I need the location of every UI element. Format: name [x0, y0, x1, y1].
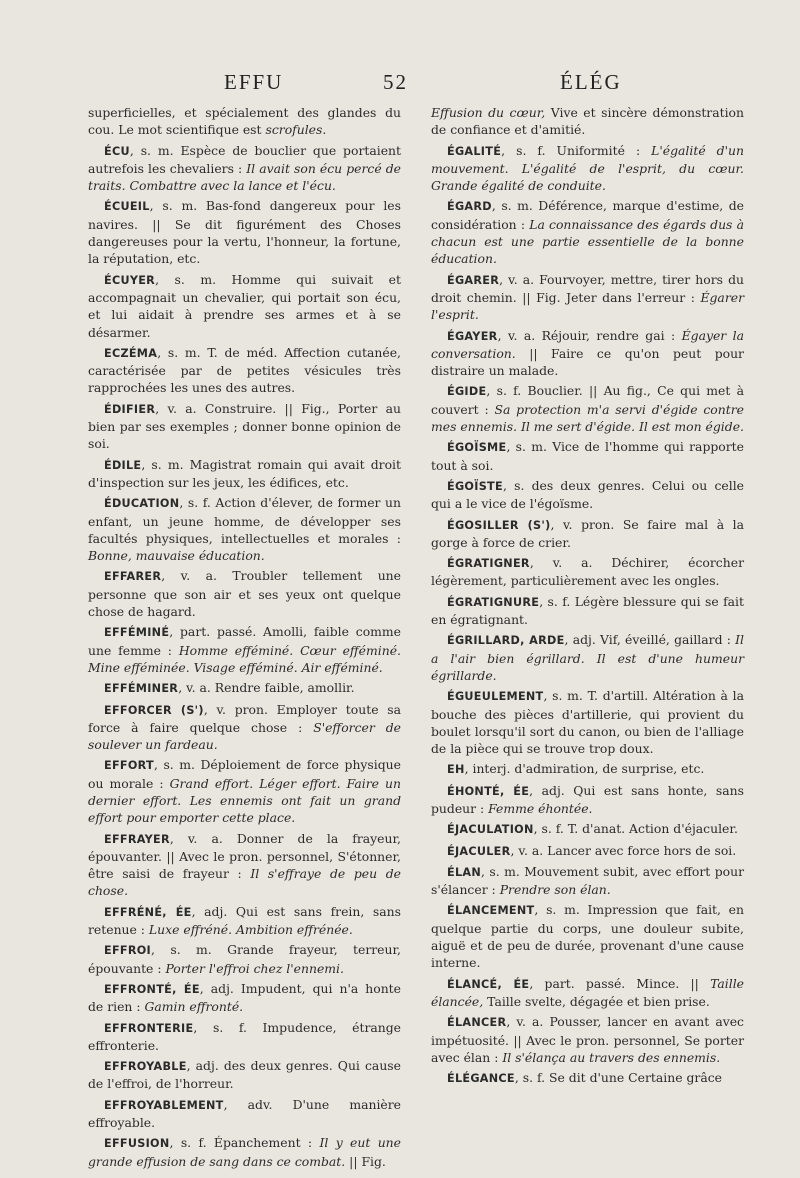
- entry-definition: , s. m. Déploiement de force physique ou morale :: [88, 757, 401, 791]
- entry-definition: , v. a. Construire. || Fig., Porter au bien par ses exemples ; donner bonne opinion de soi.: [88, 400, 401, 452]
- entry-example: Effusion du cœur,: [431, 105, 546, 120]
- entry-definition: , part. passé. Mince. ||: [529, 975, 711, 991]
- entry-headword: EFFÉMINER: [104, 682, 179, 696]
- entry-definition-continued: Taille svelte, dégagée et bien prise.: [483, 993, 710, 1009]
- dictionary-entry: [431, 271, 744, 324]
- dictionary-entry: [88, 941, 401, 977]
- entry-example: Taille élancée,: [431, 975, 744, 1009]
- entry-headword: ÉHONTÉ, ÉE: [447, 784, 530, 798]
- entry-definition-continued: || Fig.: [345, 1153, 386, 1169]
- header-left-guideword: EFFU: [224, 70, 284, 94]
- entry-headword: EFFRONTÉ, ÉE: [104, 982, 200, 996]
- entry-example: Il avait son écu percé de traits. Combattre avec la lance et l'écu.: [88, 160, 402, 194]
- entry-definition: , s. f. Uniformité :: [501, 142, 652, 158]
- dictionary-entry: [431, 197, 744, 267]
- dictionary-entry: [88, 1019, 401, 1055]
- entry-headword: EFFARER: [104, 570, 162, 584]
- dictionary-entry: [431, 516, 744, 552]
- entry-headword: ÉGOÏSME: [447, 441, 507, 455]
- dictionary-entry: [88, 679, 401, 697]
- entry-example: S'efforcer de soulever un fardeau.: [88, 719, 401, 753]
- entry-headword: ÉGOSILLER (S'): [447, 518, 551, 532]
- entry-example: Femme éhontée.: [488, 800, 593, 816]
- dictionary-entry: [88, 494, 401, 564]
- entry-headword: ÉCUEIL: [104, 200, 150, 214]
- entry-definition-continued: || Faire ce qu'on peut pour distraire un malade.: [431, 345, 744, 379]
- entry-definition: , adj. Impudent, qui n'a honte de rien :: [88, 980, 401, 1015]
- entry-example: Grand effort. Léger effort. Faire un dernier effort. Les ennemis ont fait un grand effort pour emporter cette place.: [88, 775, 401, 826]
- entry-definition: , s. m. Magistrat romain qui avait droit d'inspection sur les jeux, les édifices, etc.: [88, 456, 401, 490]
- entry-definition: , v. pron. Se faire mal à la gorge à force de crier.: [431, 516, 745, 550]
- entry-definition: , v. a. Déchirer, écorcher légèrement, particulièrement avec les ongles.: [431, 555, 744, 589]
- entry-definition: , s. m. Impression que fait, en quelque partie du corps, une douleur subite, aiguë et de peu de durée, provenant d'une cause interne.: [431, 902, 744, 971]
- entry-example: Bonne, mauvaise éducation.: [88, 548, 265, 564]
- dictionary-entry: [431, 631, 744, 684]
- entry-headword: ÉDILE: [104, 458, 142, 472]
- entry-headword: ÉLANCEMENT: [447, 904, 535, 918]
- dictionary-entry: [431, 901, 744, 971]
- entry-example: Égayer la conversation.: [431, 327, 744, 361]
- dictionary-entry: [431, 1069, 744, 1087]
- entry-definition: , s. m. Vice de l'homme qui rapporte tout à soi.: [431, 439, 744, 473]
- entry-definition: , s. m. Mouvement subit, avec effort pour s'élancer :: [431, 863, 744, 898]
- entry-example: Il s'élança au travers des ennemis.: [502, 1049, 721, 1065]
- entry-example: scrofules.: [265, 122, 327, 138]
- entry-definition: , s. f. T. d'anat. Action d'éjaculer.: [533, 821, 738, 837]
- entry-definition: , s. m. Bas-fond dangereux pour les navires. || Se dit figurément des Choses dangereuses pour la vertu, l'honneur, la fortune, la réputation, etc.: [88, 198, 401, 267]
- dictionary-entry: [431, 1013, 744, 1066]
- entry-example: Porter l'effroi chez l'ennemi.: [165, 960, 344, 976]
- entry-headword: EFFRAYER: [104, 832, 170, 846]
- entry-definition: , s. m. Espèce de bouclier que portaient autrefois les chevaliers :: [88, 142, 401, 176]
- entry-definition: , s. m. T. de méd. Affection cutanée, caractérisée par de petites vésicules très rapprochées les unes des autres.: [88, 344, 401, 396]
- entry-definition: , s. f. Bouclier. || Au fig., Ce qui met à couvert :: [431, 383, 744, 417]
- entry-definition: , s. f. Se dit d'une Certaine grâce: [514, 1070, 722, 1086]
- entry-headword: EFFORCER (S'): [104, 703, 204, 717]
- dictionary-entry: [431, 760, 744, 778]
- entry-definition: , s. m. Grande frayeur, terreur, épouvante :: [88, 942, 401, 976]
- entry-headword: EFFROYABLEMENT: [104, 1098, 224, 1112]
- entry-definition: , s. m. T. d'artill. Altération à la bouche des pièces d'artillerie, qui provient du boulet lorsqu'il sort du canon, ou bien de l'alliage de la pièce qui se trouve trop doux.: [431, 688, 744, 757]
- entry-definition: , adj. des deux genres. Qui cause de l'effroi, de l'horreur.: [88, 1058, 401, 1092]
- entry-headword: ÉGIDE: [447, 385, 487, 399]
- entry-definition: , s. f. Action d'élever, de former un enfant, un jeune homme, de développer ses facultés physiques, intellectuelles et morales :: [88, 495, 401, 546]
- page-number: 52: [383, 70, 408, 94]
- entry-headword: ÉGAYER: [447, 329, 498, 343]
- entry-headword: EH: [447, 763, 465, 777]
- dictionary-entry: [431, 593, 744, 629]
- entry-headword: ÉCU: [104, 144, 130, 158]
- dictionary-entry: [88, 1134, 401, 1170]
- dictionary-entry: [88, 142, 401, 195]
- entry-definition: , interj. d'admiration, de surprise, etc.: [464, 761, 705, 777]
- dictionary-entry: [431, 327, 744, 380]
- entry-headword: ÉCUYER: [104, 273, 156, 287]
- running-header: [0, 70, 800, 100]
- dictionary-entry: [431, 382, 744, 435]
- dictionary-entry: [431, 842, 744, 860]
- entry-definition: , adj. Vif, éveillé, gaillard :: [564, 632, 736, 648]
- entry-headword: ÉGOÏSTE: [447, 479, 503, 493]
- dictionary-entry: [431, 438, 744, 474]
- entry-example: Luxe effréné. Ambition effrénée.: [148, 922, 353, 938]
- entry-headword: ÉLANCER: [447, 1016, 507, 1030]
- entry-headword: ÉDIFIER: [104, 402, 156, 416]
- entry-definition: , s. m. Homme qui suivait et accompagnait un chevalier, qui portait son écu, et lui aidait à prendre ses armes et à se désarmer.: [88, 271, 401, 340]
- entry-definition: , v. a. Lancer avec force hors de soi.: [510, 842, 737, 858]
- entry-definition: , v. a. Rendre faible, amollir.: [178, 680, 355, 696]
- dictionary-entry: [431, 104, 744, 139]
- entry-definition: , s. f. Impudence, étrange effronterie.: [88, 1019, 401, 1053]
- entry-definition: , s. f. Légère blessure qui se fait en égratignant.: [431, 593, 744, 628]
- entry-definition: , s. des deux genres. Celui ou celle qui a le vice de l'égoïsme.: [431, 477, 744, 512]
- dictionary-entry: [431, 863, 744, 899]
- entry-example: L'égalité d'un mouvement. L'égalité de l'esprit, du cœur. Grande égalité de conduite.: [431, 142, 744, 194]
- entry-definition: , adj. Qui est sans frein, sans retenue :: [88, 903, 402, 938]
- entry-headword: ÉGRILLARD, ARDE: [447, 634, 565, 648]
- entry-headword: ÉDUCATION: [104, 497, 180, 511]
- entry-headword: EFFRONTERIE: [104, 1021, 194, 1035]
- entry-headword: ÉGRATIGNER: [447, 557, 530, 571]
- entry-headword: ÉGRATIGNURE: [447, 595, 540, 609]
- entry-definition-continued: Vive et sincère démonstration de confiance et d'amitié.: [431, 105, 744, 138]
- entry-example: Il s'effraye de peu de chose.: [88, 866, 401, 899]
- entry-headword: EFFROI: [104, 944, 152, 958]
- dictionary-entry: [431, 820, 744, 838]
- dictionary-entry: [88, 197, 401, 267]
- dictionary-entry: [431, 782, 744, 818]
- entry-example: Il a l'air bien égrillard. Il est d'une humeur égrillarde.: [431, 632, 744, 683]
- entry-definition: , s. f. Épanchement :: [169, 1135, 320, 1151]
- dictionary-entry: [88, 400, 401, 453]
- entry-headword: EFFORT: [104, 759, 154, 773]
- entry-definition: , v. a. Fourvoyer, mettre, tirer hors du droit chemin. || Fig. Jeter dans l'erreur :: [431, 271, 744, 305]
- entry-headword: ÉLÉGANCE: [447, 1072, 515, 1086]
- entry-example: Égarer l'esprit.: [431, 289, 744, 323]
- entry-headword: ÉGUEULEMENT: [447, 690, 544, 704]
- entry-definition: , adj. Qui est sans honte, sans pudeur :: [431, 782, 744, 816]
- entry-example: La connaissance des égards dus à chacun est une partie essentielle de la bonne éducation.: [431, 216, 744, 267]
- entry-definition: , v. a. Réjouir, rendre gai :: [497, 327, 682, 343]
- entry-headword: EFFRÉNÉ, ÉE: [104, 905, 192, 919]
- dictionary-entry: [431, 975, 744, 1011]
- dictionary-entry: [431, 142, 744, 195]
- entry-example: Sa protection m'a servi d'égide contre mes ennemis. Il me sert d'égide. Il est mon égide.: [431, 401, 744, 435]
- entry-definition: , part. passé. Amolli, faible comme une femme :: [88, 624, 401, 658]
- dictionary-entry: [431, 554, 744, 590]
- entry-headword: ÉLAN: [447, 865, 481, 879]
- dictionary-entry: [88, 456, 401, 492]
- entry-definition: , adv. D'une manière effroyable.: [88, 1096, 401, 1131]
- dictionary-entry: [88, 344, 401, 397]
- entry-headword: ÉGALITÉ: [447, 144, 502, 158]
- entry-example: Il y eut une grande effusion de sang dans ce combat.: [88, 1135, 401, 1169]
- entry-headword: EFFÉMINÉ: [104, 626, 170, 640]
- entry-definition: , v. a. Troubler tellement une personne que son air et ses yeux ont quelque chose de hagard.: [88, 568, 401, 620]
- entry-headword: EFFROYABLE: [104, 1060, 187, 1074]
- dictionary-entry: [88, 980, 401, 1016]
- entry-definition: , v. a. Donner de la frayeur, épouvanter. || Avec le pron. personnel, S'étonner, être saisi de frayeur :: [88, 830, 401, 882]
- entry-headword: ÉGARD: [447, 200, 492, 214]
- entry-example: Gamin effronté.: [144, 999, 244, 1015]
- dictionary-entry: [88, 1096, 401, 1132]
- header-right-guideword: ÉLÉG: [560, 70, 622, 94]
- entry-headword: ÉGARER: [447, 273, 500, 287]
- dictionary-entry: [88, 1057, 401, 1093]
- entry-example: Prendre son élan.: [499, 882, 611, 898]
- dictionary-entry: [88, 756, 401, 826]
- entry-definition: , v. a. Pousser, lancer en avant avec impétuosité. || Avec le pron. personnel, Se porter avec élan :: [431, 1014, 744, 1065]
- entry-example: Homme efféminé. Cœur efféminé. Mine efféminée. Visage efféminé. Air efféminé.: [88, 642, 401, 675]
- dictionary-entry: [88, 104, 401, 139]
- entry-definition: , v. pron. Employer toute sa force à faire quelque chose :: [88, 701, 402, 735]
- entry-headword: EFFUSION: [104, 1137, 170, 1151]
- dictionary-entry: [88, 567, 401, 620]
- entry-headword: ECZÉMA: [104, 346, 158, 360]
- entry-definition: superficielles, et spécialement des glandes du cou. Le mot scientifique est: [88, 105, 401, 138]
- dictionary-entry: [431, 687, 744, 757]
- left-column: [88, 104, 401, 1173]
- entry-headword: ÉJACULER: [447, 844, 511, 858]
- entry-headword: ÉLANCÉ, ÉE: [447, 977, 530, 991]
- dictionary-entry: [88, 830, 401, 900]
- dictionary-entry: [88, 903, 401, 939]
- dictionary-entry: [431, 477, 744, 513]
- entry-definition: , s. m. Déférence, marque d'estime, de considération :: [431, 198, 744, 232]
- right-column: [431, 104, 744, 1090]
- dictionary-entry: [88, 271, 401, 341]
- entry-headword: ÉJACULATION: [447, 823, 534, 837]
- dictionary-entry: [88, 623, 401, 676]
- dictionary-entry: [88, 701, 401, 754]
